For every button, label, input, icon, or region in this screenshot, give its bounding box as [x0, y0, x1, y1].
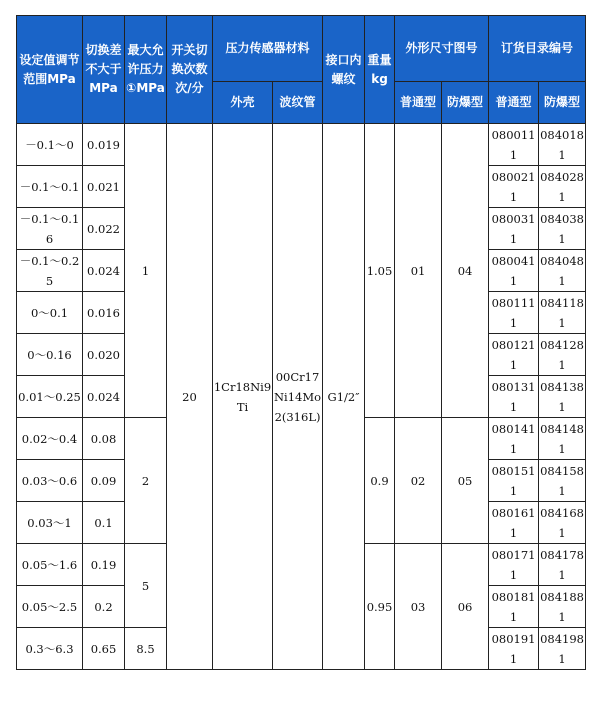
- cell-order-normal: 0801911: [489, 628, 539, 670]
- cell-switch-diff: 0.09: [83, 460, 125, 502]
- cell-dim-normal: 02: [395, 418, 442, 544]
- header-order-explosion-proof: 防爆型: [539, 82, 586, 124]
- header-switch-cycles: 开关切换次数次/分: [167, 16, 213, 124]
- cell-order-normal: 0801311: [489, 376, 539, 418]
- cell-order-explosion-proof: 0841281: [539, 334, 586, 376]
- cell-order-explosion-proof: 0841581: [539, 460, 586, 502]
- cell-order-explosion-proof: 0841681: [539, 502, 586, 544]
- header-range: 设定值调节范围MPa: [17, 16, 83, 124]
- table-row: [17, 124, 586, 166]
- cell-weight: 0.9: [365, 418, 395, 544]
- cell-order-normal: 0801711: [489, 544, 539, 586]
- header-max-pressure: 最大允许压力①MPa: [125, 16, 167, 124]
- cell-order-normal: 0800411: [489, 250, 539, 292]
- cell-order-explosion-proof: 0841181: [539, 292, 586, 334]
- cell-range: －0.1～0: [17, 124, 83, 166]
- cell-order-explosion-proof: 0841781: [539, 544, 586, 586]
- cell-order-explosion-proof: 0841481: [539, 418, 586, 460]
- cell-max-pressure: 8.5: [125, 628, 167, 670]
- cell-order-explosion-proof: 0840281: [539, 166, 586, 208]
- cell-max-pressure: 5: [125, 544, 167, 628]
- cell-switch-diff: 0.020: [83, 334, 125, 376]
- cell-switch-diff: 0.2: [83, 586, 125, 628]
- cell-range: 0.05～1.6: [17, 544, 83, 586]
- cell-range: 0.02～0.4: [17, 418, 83, 460]
- header-dim-normal: 普通型: [395, 82, 442, 124]
- header-bellows: 波纹管: [273, 82, 323, 124]
- header-dimension-drawing: 外形尺寸图号: [395, 16, 489, 82]
- cell-range: 0.03～0.6: [17, 460, 83, 502]
- header-thread: 接口内螺纹: [323, 16, 365, 124]
- cell-switch-diff: 0.024: [83, 250, 125, 292]
- cell-range: 0～0.16: [17, 334, 83, 376]
- cell-range: －0.1～0.25: [17, 250, 83, 292]
- cell-bellows-material: 00Cr17Ni14Mo2(316L): [273, 124, 323, 670]
- header-shell: 外壳: [213, 82, 273, 124]
- cell-order-explosion-proof: 0840181: [539, 124, 586, 166]
- cell-switch-diff: 0.024: [83, 376, 125, 418]
- cell-shell-material: 1Cr18Ni9Ti: [213, 124, 273, 670]
- header-dim-explosion-proof: 防爆型: [442, 82, 489, 124]
- cell-order-explosion-proof: 0840481: [539, 250, 586, 292]
- cell-order-normal: 0800211: [489, 166, 539, 208]
- cell-order-normal: 0801111: [489, 292, 539, 334]
- cell-thread: G1/2″: [323, 124, 365, 670]
- cell-weight: 1.05: [365, 124, 395, 418]
- header-switch-diff: 切换差不大于MPa: [83, 16, 125, 124]
- header-row-1: [17, 16, 586, 82]
- cell-range: －0.1～0.16: [17, 208, 83, 250]
- cell-range: －0.1～0.1: [17, 166, 83, 208]
- cell-dim-explosion-proof: 04: [442, 124, 489, 418]
- cell-max-pressure: 1: [125, 124, 167, 418]
- cell-order-explosion-proof: 0841381: [539, 376, 586, 418]
- cell-switch-diff: 0.08: [83, 418, 125, 460]
- spec-table: [16, 15, 586, 670]
- cell-order-normal: 0801611: [489, 502, 539, 544]
- header-order-normal: 普通型: [489, 82, 539, 124]
- cell-range: 0.05～2.5: [17, 586, 83, 628]
- cell-switch-diff: 0.016: [83, 292, 125, 334]
- cell-order-normal: 0801511: [489, 460, 539, 502]
- cell-switch-diff: 0.022: [83, 208, 125, 250]
- cell-order-normal: 0800111: [489, 124, 539, 166]
- cell-switch-diff: 0.1: [83, 502, 125, 544]
- cell-order-normal: 0801411: [489, 418, 539, 460]
- cell-dim-explosion-proof: 05: [442, 418, 489, 544]
- spec-table-container: [16, 15, 586, 670]
- cell-range: 0.3～6.3: [17, 628, 83, 670]
- cell-order-normal: 0801811: [489, 586, 539, 628]
- cell-dim-explosion-proof: 06: [442, 544, 489, 670]
- cell-order-normal: 0801211: [489, 334, 539, 376]
- cell-switch-diff: 0.019: [83, 124, 125, 166]
- cell-order-explosion-proof: 0841881: [539, 586, 586, 628]
- cell-weight: 0.95: [365, 544, 395, 670]
- cell-switch-diff: 0.65: [83, 628, 125, 670]
- cell-switch-diff: 0.19: [83, 544, 125, 586]
- cell-dim-normal: 03: [395, 544, 442, 670]
- cell-range: 0.03～1: [17, 502, 83, 544]
- header-sensor-material: 压力传感器材料: [213, 16, 323, 82]
- cell-order-explosion-proof: 0841981: [539, 628, 586, 670]
- header-order-code: 订货目录编号: [489, 16, 586, 82]
- cell-switch-diff: 0.021: [83, 166, 125, 208]
- cell-order-normal: 0800311: [489, 208, 539, 250]
- cell-range: 0.01～0.25: [17, 376, 83, 418]
- cell-dim-normal: 01: [395, 124, 442, 418]
- cell-switch-cycles: 20: [167, 124, 213, 670]
- cell-range: 0～0.1: [17, 292, 83, 334]
- header-weight: 重量kg: [365, 16, 395, 124]
- cell-max-pressure: 2: [125, 418, 167, 544]
- cell-order-explosion-proof: 0840381: [539, 208, 586, 250]
